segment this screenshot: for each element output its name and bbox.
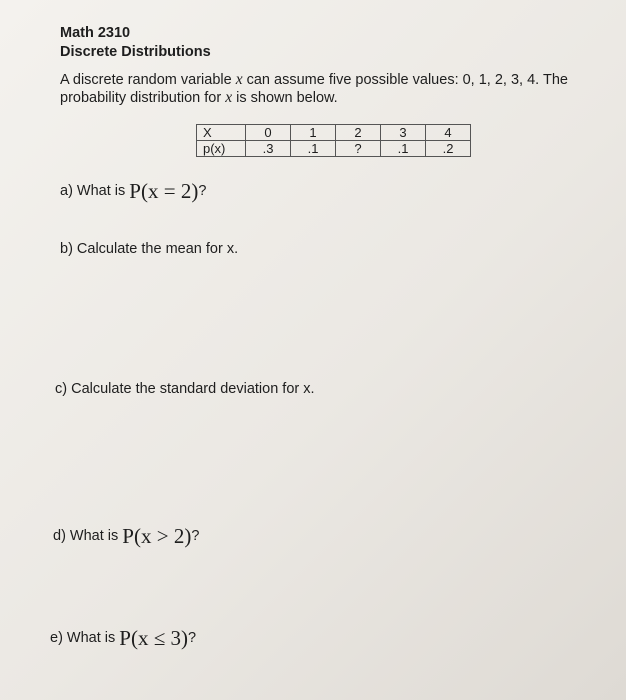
table-row-p [197,141,471,157]
intro-text-1b: can assume five possible values: 0, 1, 2, 3, 4. The [242,72,568,88]
question-c: c) Calculate the standard deviation for x. [55,381,315,397]
p-value-1: .1 [291,141,336,157]
question-b: b) Calculate the mean for x. [60,241,239,257]
question-d-suffix: ? [191,528,200,544]
problem-intro [60,71,605,107]
row-label-p: p(x) [197,141,246,157]
question-a-prefix: a) What is [60,183,130,199]
p-value-2: ? [336,141,381,157]
p-value-4: .2 [426,141,471,157]
question-e-prefix: e) What is [50,630,120,646]
intro-variable: x [235,71,243,88]
worksheet-header [60,24,211,62]
question-e-math: P(x ≤ 3) [119,626,188,650]
x-value-1: 1 [291,125,336,141]
question-a-suffix: ? [198,183,207,199]
x-value-2: 2 [336,125,381,141]
question-e [50,626,196,651]
row-label-x: X [197,125,246,141]
intro-text-2b: is shown below. [232,90,338,106]
question-a-math: P(x = 2) [129,179,199,203]
p-value-3: .1 [381,141,426,157]
question-a [60,179,206,204]
x-value-4: 4 [426,125,471,141]
topic-title: Discrete Distributions [60,44,211,60]
course-title: Math 2310 [60,25,131,41]
question-d-prefix: d) What is [53,528,123,544]
x-value-3: 3 [381,125,426,141]
intro-text-1a: A discrete random variable [60,72,236,88]
intro-text-2a: probability distribution for [60,90,226,106]
question-d [53,524,199,549]
table-row-x [197,125,471,141]
question-d-math: P(x > 2) [122,524,192,548]
x-value-0: 0 [246,125,291,141]
distribution-table [196,124,471,157]
intro-variable-2: x [225,89,233,106]
question-e-suffix: ? [188,630,197,646]
p-value-0: .3 [246,141,291,157]
